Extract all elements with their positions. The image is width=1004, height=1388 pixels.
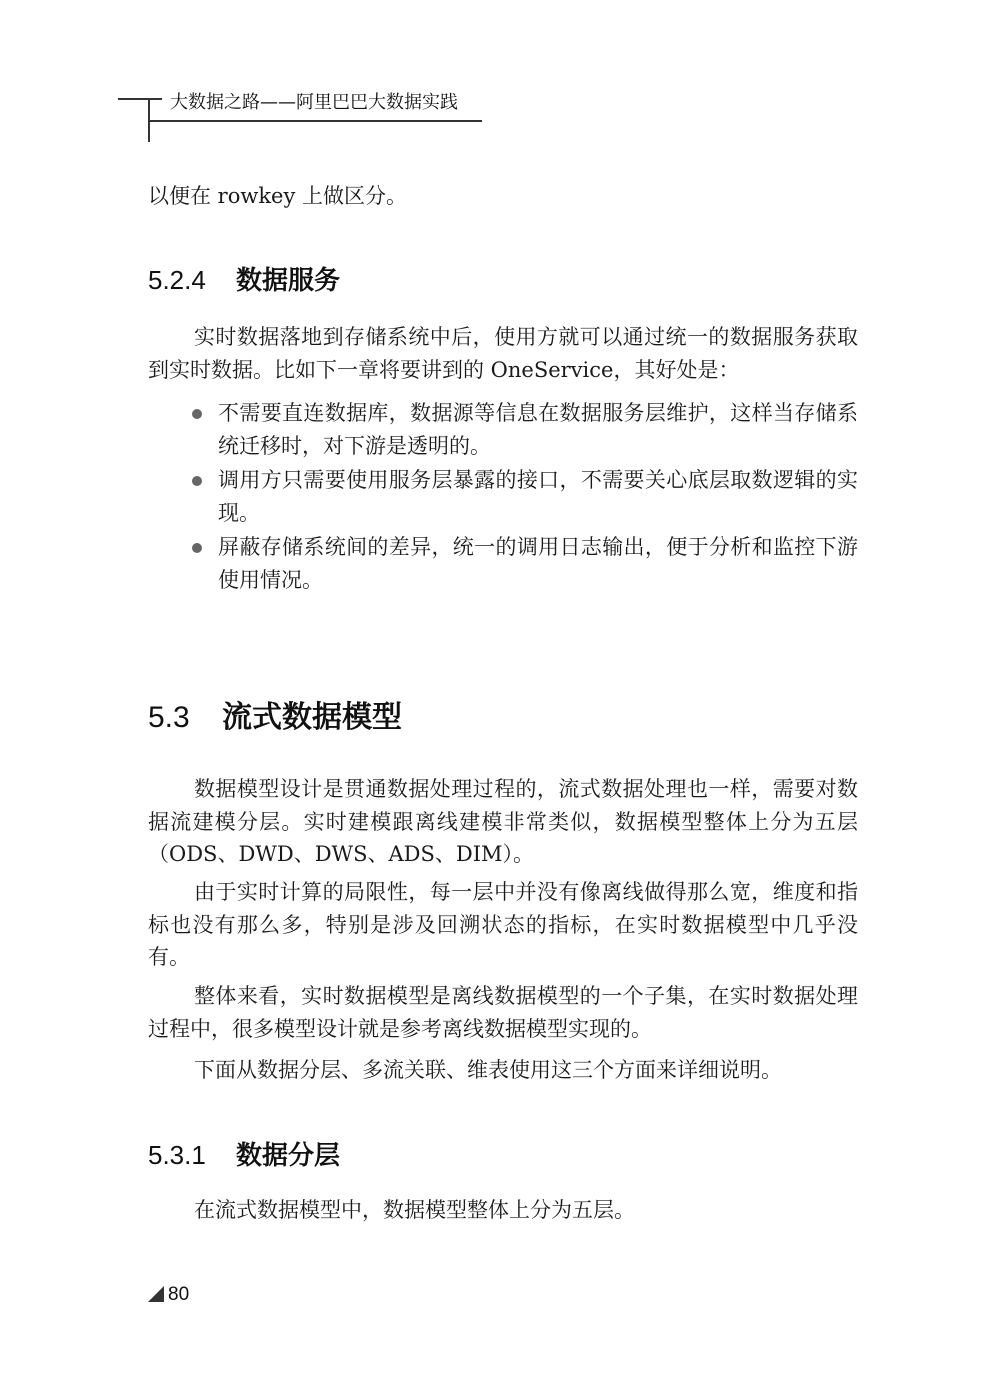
section-title: 流式数据模型 xyxy=(222,700,402,735)
section-5-3-heading xyxy=(148,692,402,736)
page-number-text: 80 xyxy=(168,1284,190,1305)
section-number: 5.3.1 xyxy=(148,1140,206,1170)
list-item: 不需要直连数据库，数据源等信息在数据服务层维护，这样当存储系统迁移时，对下游是透明的。 xyxy=(148,397,858,463)
section-5-3-paragraph-4: 下面从数据分层、多流关联、维表使用这三个方面来详细说明。 xyxy=(194,1058,782,1082)
section-number: 5.2.4 xyxy=(148,265,206,295)
header-rule-left xyxy=(118,98,162,100)
running-header-title: 大数据之路——阿里巴巴大数据实践 xyxy=(170,92,458,113)
section-title: 数据分层 xyxy=(236,1141,341,1171)
section-5-3-paragraph-2: 由于实时计算的局限性，每一层中并没有像离线做得那么宽，维度和指标也没有那么多，特别是涉及回溯状态的指标，在实时数据模型中几乎没有。 xyxy=(148,880,858,969)
section-5-3-paragraph-1: 数据模型设计是贯通数据处理过程的，流式数据处理也一样，需要对数据流建模分层。实时建模跟离线建模非常类似，数据模型整体上分为五层（ODS、DWD、DWS、ADS、DIM）。 xyxy=(148,777,858,866)
section-title: 数据服务 xyxy=(236,266,341,296)
section-5-3-1-paragraph: 在流式数据模型中，数据模型整体上分为五层。 xyxy=(194,1198,635,1222)
section-5-3-1-heading xyxy=(148,1135,340,1172)
intro-tail-paragraph: 以便在 rowkey 上做区分。 xyxy=(148,184,408,208)
section-5-2-4-paragraph: 实时数据落地到存储系统中后，使用方就可以通过统一的数据服务获取到实时数据。比如下一章将要讲到的 OneService，其好处是： xyxy=(148,325,858,382)
bullet-icon xyxy=(192,476,202,486)
section-number: 5.3 xyxy=(148,701,190,734)
header-rule-underline xyxy=(148,120,482,122)
page-number xyxy=(148,1284,189,1306)
list-item: 屏蔽存储系统间的差异，统一的调用日志输出，便于分析和监控下游使用情况。 xyxy=(148,531,858,597)
section-5-3-paragraph-3: 整体来看，实时数据模型是离线数据模型的一个子集，在实时数据处理过程中，很多模型设计就是参考离线数据模型实现的。 xyxy=(148,984,858,1041)
bullet-icon xyxy=(192,409,202,419)
bullet-icon xyxy=(192,543,202,553)
service-benefits-list xyxy=(148,397,858,598)
section-5-2-4-heading xyxy=(148,260,340,297)
page-corner-triangle-icon xyxy=(148,1286,164,1302)
list-item: 调用方只需要使用服务层暴露的接口，不需要关心底层取数逻辑的实现。 xyxy=(148,464,858,530)
